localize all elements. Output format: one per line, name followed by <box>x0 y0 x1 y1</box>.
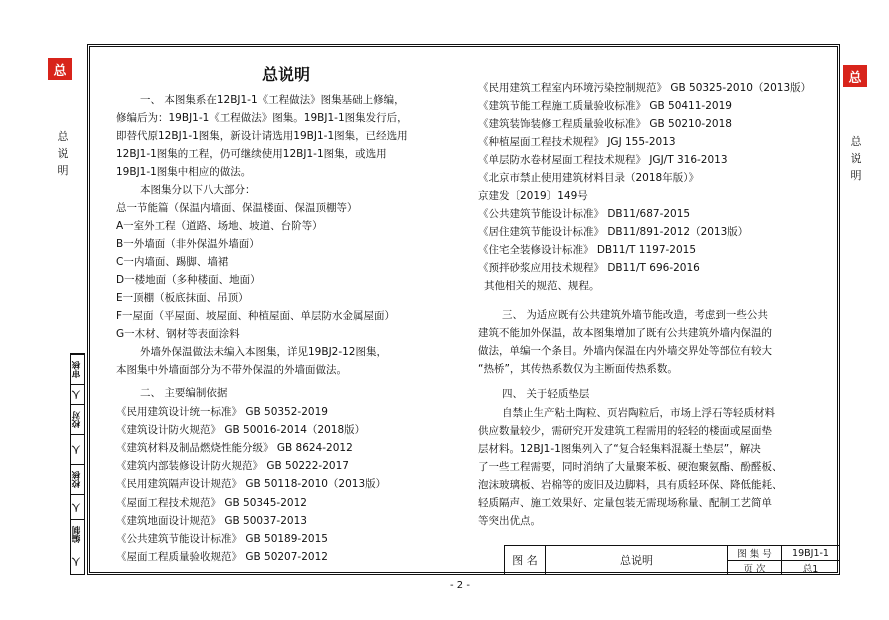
section-3-line-1: 三、 为适应既有公共建筑外墙节能改造，考虑到一些公共 <box>502 309 768 321</box>
page-number: - 2 - <box>450 580 470 591</box>
sig-compile-person: 人 <box>72 557 82 566</box>
ref-13: 《种植屋面工程技术规程》 JGJ 155-2013 <box>478 136 676 148</box>
atlas-number-label: 图 集 号 <box>737 549 772 560</box>
sig-check-person: 人 <box>71 494 84 520</box>
ref-12: 《建筑装饰装修工程质量验收标准》 GB 50210-2018 <box>478 118 732 130</box>
ref-2: 《建筑设计防火规范》 GB 50016-2014（2018版） <box>116 424 366 436</box>
part-energy: 总一节能篇（保温内墙面、保温楼面、保温顶棚等） <box>116 202 358 214</box>
para-1-line-1: 一、 本图集系在12BJ1-1《工程做法》图集基础上修编， <box>140 94 405 106</box>
section-4-line-6: 轻质隔声、施工效果好、定量包装无需现场称量、配制工艺简单 <box>478 497 772 509</box>
title-block <box>504 545 839 574</box>
part-f: F一屋面（平屋面、坡屋面、种植屋面、单层防水金属屋面） <box>116 310 396 322</box>
section-3-line-2: 建筑不能加外保温，故本图集增加了既有公共建筑外墙内保温的 <box>478 327 772 339</box>
para-1-line-2: 修编后为：19BJ1-1《工程做法》图集。19BJ1-1图集发行后， <box>116 112 408 124</box>
page-index-value: 总1 <box>802 563 819 575</box>
para-1-line-4: 12BJ1-1图集的工程，仍可继续使用12BJ1-1图集，或选用 <box>116 148 387 160</box>
sig-review-person: 人 <box>71 384 84 405</box>
ref-5: 《民用建筑隔声设计规范》 GB 50118-2010（2013版） <box>116 478 387 490</box>
ref-14: 《单层防水卷材屋面工程技术规程》 JGJ/T 316-2013 <box>478 154 728 166</box>
ref-6: 《屋面工程技术规范》 GB 50345-2012 <box>116 497 307 509</box>
note-line-2: 本图集中外墙面部分为不带外保温的外墙面做法。 <box>116 364 347 376</box>
sig-compile: 编制 <box>71 519 84 550</box>
ref-3: 《建筑材料及制品燃烧性能分级》 GB 8624-2012 <box>116 442 353 454</box>
note-line-1: 外墙外保温做法未编入本图集，详见19BJ2-12图集， <box>140 346 387 358</box>
sig-review: 审核 <box>71 354 84 385</box>
part-a: A一室外工程（道路、场地、坡道、台阶等） <box>116 220 323 232</box>
section-tab-left[interactable] <box>48 58 72 80</box>
ref-19: 《预拌砂浆应用技术规程》 DB11/T 696-2016 <box>478 262 700 274</box>
section-4-line-1: 自禁止生产粘土陶粒、页岩陶粒后，市场上浮石等轻质材料 <box>502 407 775 419</box>
ref-15: 《北京市禁止使用建筑材料目录（2018年版）》 <box>478 172 699 184</box>
parts-intro: 本图集分以下八大部分： <box>140 184 256 196</box>
title-block-name: 总说明 <box>620 554 653 567</box>
para-1-line-3: 即替代原12BJ1-1图集，新设计请选用19BJ1-1图集，已经选用 <box>116 130 408 142</box>
part-e: E一顶棚（板底抹面、吊顶） <box>116 292 249 304</box>
atlas-number-value: 19BJ1-1 <box>792 547 829 559</box>
ref-1: 《民用建筑设计统一标准》 GB 50352-2019 <box>116 406 328 418</box>
section-tab-right[interactable] <box>843 65 867 87</box>
part-b: B一外墙面（非外保温外墙面） <box>116 238 260 250</box>
section-4-line-5: 泡沫玻璃板、岩棉等的废旧及边脚料，具有质轻环保、降低能耗、 <box>478 479 783 491</box>
page-title: 总说明 <box>262 65 311 84</box>
side-label-right: 总 说 明 <box>850 135 862 182</box>
ref-8: 《公共建筑节能设计标准》 GB 50189-2015 <box>116 533 328 545</box>
ref-17: 《居住建筑节能设计标准》 DB11/891-2012（2013版） <box>478 226 749 238</box>
part-g: G一木材、钢材等表面涂料 <box>116 328 240 340</box>
section-4-line-2: 供应数量较少，需研究开发建筑工程需用的轻轻的楼面或屋面垫 <box>478 425 772 437</box>
ref-7: 《建筑地面设计规范》 GB 50037-2013 <box>116 515 307 527</box>
page-index-label: 页 次 <box>743 563 766 575</box>
section-4-heading: 四、 关于轻质垫层 <box>502 388 590 400</box>
sig-proofread-person: 人 <box>71 434 84 465</box>
ref-11: 《建筑节能工程施工质量验收标准》 GB 50411-2019 <box>478 100 732 112</box>
ref-other: 其他相关的规范、规程。 <box>484 280 600 292</box>
section-4-line-3: 层材料。12BJ1-1图集列入了“复合轻集料混凝土垫层”，解决 <box>478 443 761 455</box>
title-block-label: 图 名 <box>512 554 538 567</box>
ref-15-doc: 京建发〔2019〕149号 <box>478 190 588 202</box>
section-3-line-3: 做法，单编一个条目。外墙内保温在内外墙交界处等部位有较大 <box>478 345 772 357</box>
part-c: C一内墙面、踢脚、墙裙 <box>116 256 229 268</box>
section-4-line-7: 等突出优点。 <box>478 515 541 527</box>
section-4-line-4: 了一些工程需要，同时消纳了大量聚苯板、硬泡聚氨酯、酚醛板、 <box>478 461 783 473</box>
part-d: D一楼地面（多种楼面、地面） <box>116 274 261 286</box>
ref-10: 《民用建筑工程室内环境污染控制规范》 GB 50325-2010（2013版） <box>478 82 812 94</box>
side-label-left: 总 说 明 <box>57 130 69 177</box>
para-1-line-5: 19BJ1-1图集中相应的做法。 <box>116 166 252 178</box>
ref-18: 《住宅全装修设计标准》 DB11/T 1197-2015 <box>478 244 697 256</box>
signature-strip <box>70 353 85 575</box>
sig-check: 校核 <box>71 464 84 495</box>
ref-16: 《公共建筑节能设计标准》 DB11/687-2015 <box>478 208 691 220</box>
sig-proofread: 校对 <box>71 404 84 435</box>
section-3-line-4: “热桥”，其传热系数仅为主断面传热系数。 <box>478 363 678 375</box>
section-tab-left-label: 总 <box>53 63 67 79</box>
ref-4: 《建筑内部装修设计防火规范》 GB 50222-2017 <box>116 460 349 472</box>
section-2-heading: 二、 主要编制依据 <box>140 387 228 399</box>
ref-9: 《屋面工程质量验收规范》 GB 50207-2012 <box>116 551 328 563</box>
section-tab-right-label: 总 <box>848 70 862 86</box>
